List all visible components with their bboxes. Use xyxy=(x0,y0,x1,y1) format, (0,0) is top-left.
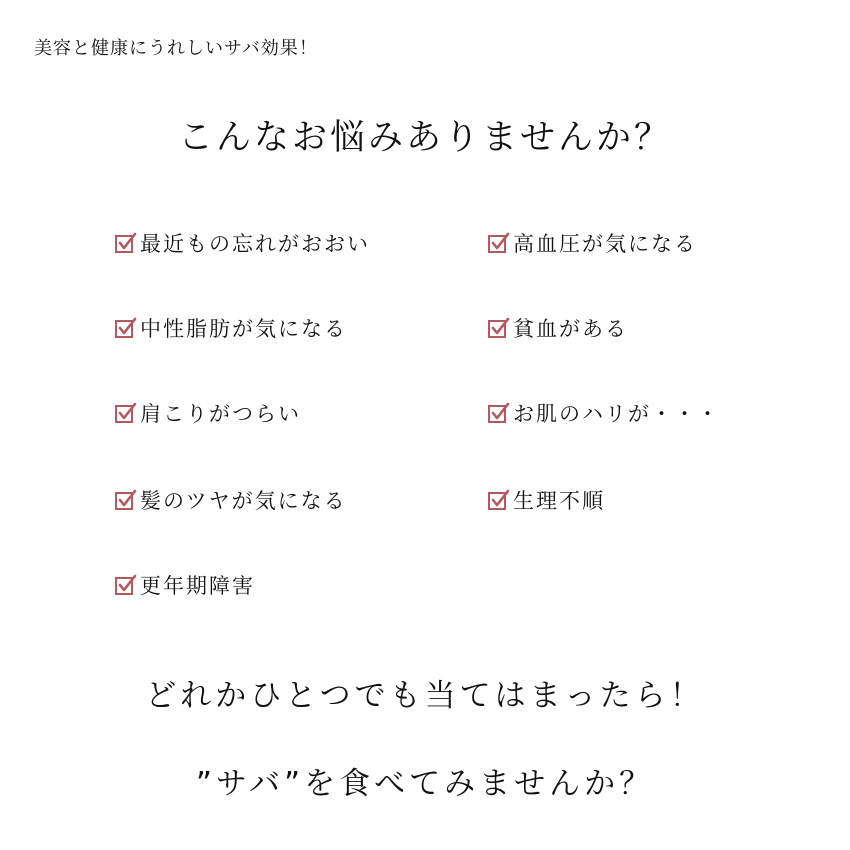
page-heading: こんなお悩みありませんか？ xyxy=(177,118,672,158)
checklist-item xyxy=(114,313,347,343)
checkbox-checked-icon xyxy=(487,488,511,512)
checkbox-checked-icon xyxy=(114,316,138,340)
checklist-item xyxy=(487,228,697,258)
checkbox-checked-icon xyxy=(114,401,138,425)
checkbox-checked-icon xyxy=(114,231,138,255)
checklist-item-label: 高血圧が気になる xyxy=(513,232,697,256)
closing-line-2: ”サバ”を食べてみませんか？ xyxy=(195,766,655,802)
checklist-item xyxy=(114,570,255,600)
checklist-item xyxy=(487,398,720,428)
checkbox-checked-icon xyxy=(114,488,138,512)
checkbox-checked-icon xyxy=(487,231,511,255)
checklist-item xyxy=(487,313,628,343)
checklist-item xyxy=(114,398,301,428)
checklist-item-label: 髪のツヤが気になる xyxy=(140,489,347,513)
closing-line-1: どれかひとつでも当てはまったら！ xyxy=(145,678,705,714)
checklist-item-label: 最近もの忘れがおおい xyxy=(140,232,370,256)
checklist-item xyxy=(114,228,370,258)
checklist-item-label: 貧血がある xyxy=(513,317,628,341)
checkbox-checked-icon xyxy=(487,401,511,425)
page-subtitle: 美容と健康にうれしいサバ効果！ xyxy=(34,38,318,59)
checklist-item xyxy=(487,485,605,515)
checklist-item-label: 更年期障害 xyxy=(140,574,255,598)
checklist-item xyxy=(114,485,347,515)
checklist-item-label: 肩こりがつらい xyxy=(140,402,301,426)
checkbox-checked-icon xyxy=(487,316,511,340)
checklist-item-label: お肌のハリが・・・ xyxy=(513,402,720,426)
checklist-item-label: 中性脂肪が気になる xyxy=(140,317,347,341)
checklist-item-label: 生理不順 xyxy=(513,489,605,513)
checkbox-checked-icon xyxy=(114,573,138,597)
